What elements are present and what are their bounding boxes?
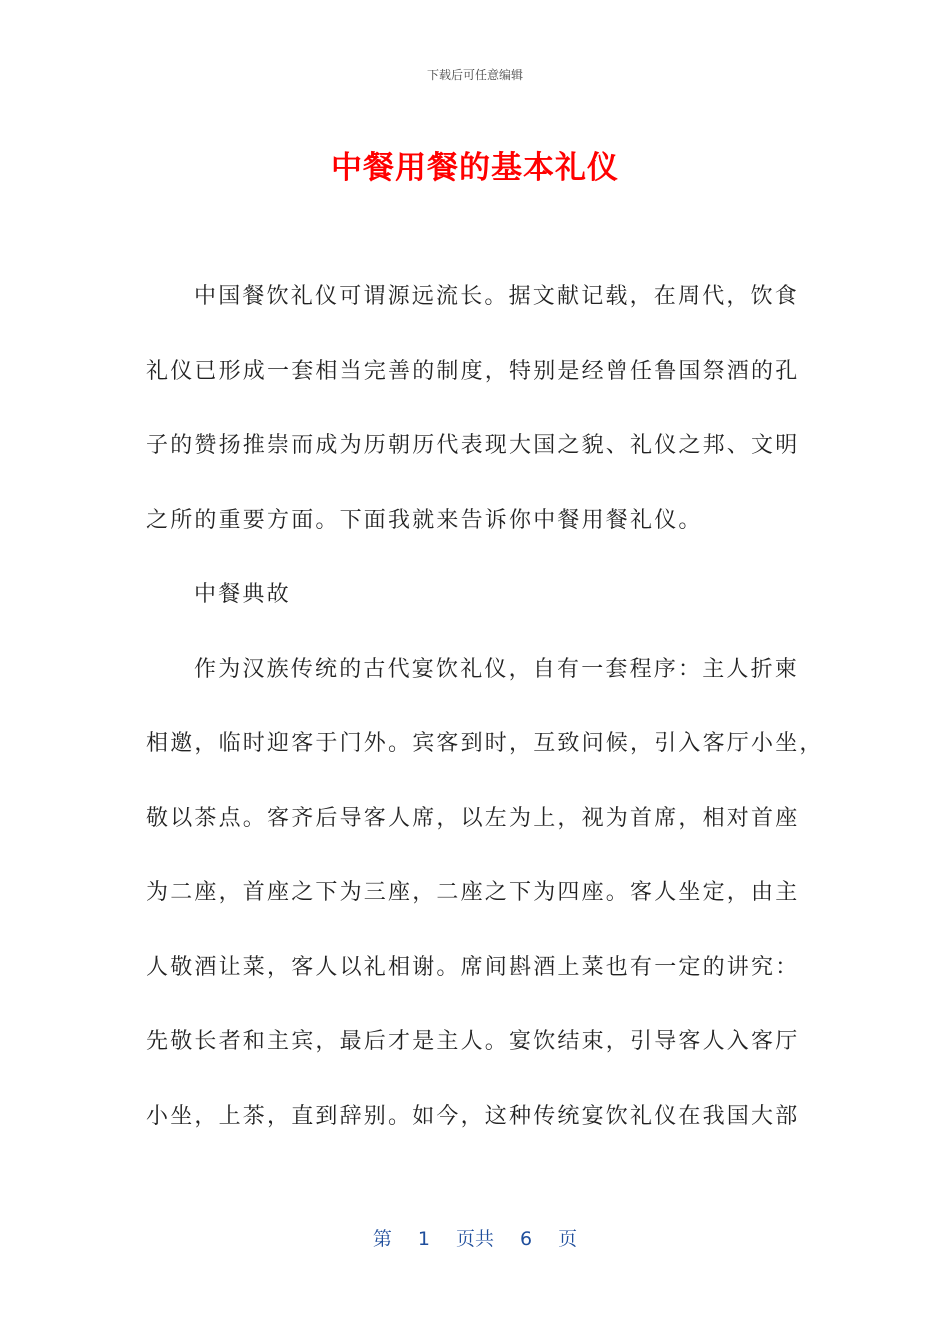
header-note: 下载后可任意编辑 (426, 68, 523, 82)
footer-prefix: 第 (372, 1228, 392, 1250)
paragraph-line: 作为汉族传统的古代宴饮礼仪，自有一套程序：主人折柬 (194, 656, 800, 682)
footer-total-pages: 6 (520, 1228, 533, 1250)
paragraph-line: 人敬酒让菜，客人以礼相谢。席间斟酒上菜也有一定的讲究： (146, 954, 800, 980)
paragraph-line: 礼仪已形成一套相当完善的制度，特别是经曾任鲁国祭酒的孔 (146, 358, 800, 384)
page-footer (0, 1224, 950, 1251)
footer-page-number: 1 (417, 1228, 430, 1250)
paragraph-line: 子的赞扬推崇而成为历朝历代表现大国之貌、礼仪之邦、文明 (146, 433, 800, 458)
section-heading: 中餐典故 (194, 582, 291, 607)
paragraph-line: 小坐，上茶，直到辞别。如今，这种传统宴饮礼仪在我国大部 (146, 1103, 800, 1129)
paragraph-line: 之所的重要方面。下面我就来告诉你中餐用餐礼仪。 (146, 507, 703, 533)
paragraph-line: 中国餐饮礼仪可谓源远流长。据文献记载，在周代，饮食 (194, 284, 800, 309)
footer-middle: 页共 (455, 1228, 494, 1250)
paragraph-line: 敬以茶点。客齐后导客人席，以左为上，视为首席，相对首座 (146, 805, 800, 831)
paragraph-line: 先敬长者和主宾，最后才是主人。宴饮结束，引导客人入客厅 (146, 1029, 800, 1054)
paragraph-line: 相邀，临时迎客于门外。宾客到时，互致问候，引入客厅小坐， (146, 731, 824, 756)
document-title: 中餐用餐的基本礼仪 (331, 150, 619, 186)
paragraph-line: 为二座，首座之下为三座，二座之下为四座。客人坐定，由主 (146, 880, 800, 905)
footer-suffix: 页 (558, 1228, 578, 1250)
document-body (146, 272, 824, 1166)
